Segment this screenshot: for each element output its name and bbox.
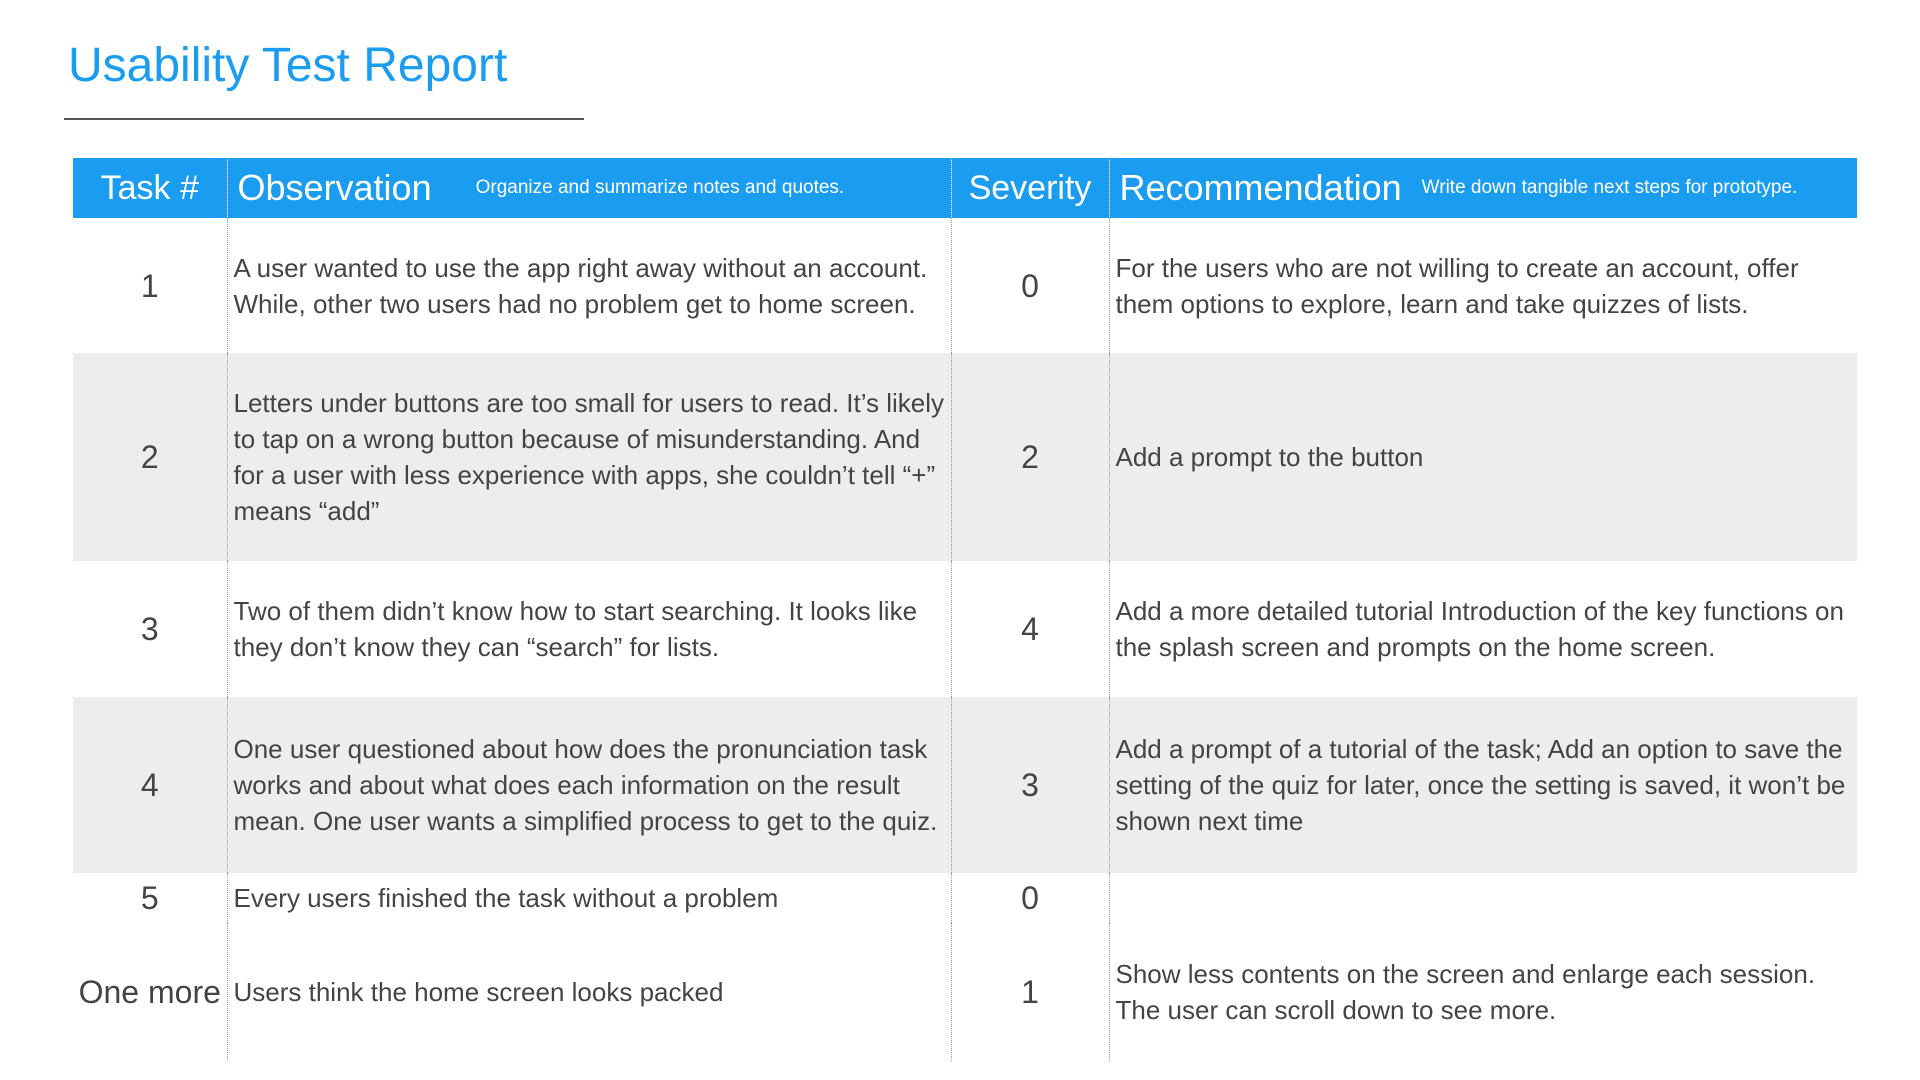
table-header-row: [73, 158, 1857, 218]
table-row: [73, 697, 1857, 873]
task-number: 4: [73, 697, 227, 873]
severity-value: 3: [951, 697, 1109, 873]
severity-value: 1: [951, 923, 1109, 1061]
observation-text: Two of them didn’t know how to start searching. It looks like they don’t know they can “search” for lists.: [227, 561, 951, 697]
severity-value: 4: [951, 561, 1109, 697]
observation-text: Users think the home screen looks packed: [227, 923, 951, 1061]
severity-value: 2: [951, 353, 1109, 561]
recommendation-text: Add a more detailed tutorial Introduction of the key functions on the splash screen and prompts on the home screen.: [1109, 561, 1857, 697]
table-row: [73, 353, 1857, 561]
observation-text: A user wanted to use the app right away without an account. While, other two users had no problem get to home screen.: [227, 218, 951, 353]
table-row: [73, 873, 1857, 923]
task-number: 5: [140, 880, 159, 916]
table-row: [73, 218, 1857, 353]
header-recommendation-hint: Write down tangible next steps for prototype.: [1421, 177, 1798, 198]
severity-value: 0: [951, 218, 1109, 353]
recommendation-text: Show less contents on the screen and enlarge each session. The user can scroll down to see more.: [1109, 923, 1857, 1061]
page-title: Usability Test Report: [68, 39, 508, 92]
header-recommendation-label: Recommendation: [1119, 167, 1402, 208]
recommendation-text: [1109, 873, 1857, 923]
observation-text: One user questioned about how does the pronunciation task works and about what does each information on the result mean. One user wants a simplified process to get to the quiz.: [227, 697, 951, 873]
header-severity: Severity: [951, 158, 1109, 218]
task-number: 3: [140, 611, 159, 647]
observation-text: Every users finished the task without a problem: [227, 873, 951, 923]
title-divider: [64, 118, 584, 120]
recommendation-text: Add a prompt to the button: [1109, 353, 1857, 561]
table-row: [73, 561, 1857, 697]
recommendation-text: For the users who are not willing to create an account, offer them options to explore, learn and take quizzes of lists.: [1109, 218, 1857, 353]
header-observation-label: Observation: [237, 167, 432, 208]
severity-value: 0: [951, 873, 1109, 923]
header-task: Task #: [73, 158, 227, 218]
task-number: 1: [140, 267, 159, 304]
header-recommendation: [1109, 158, 1857, 218]
observation-text: Letters under buttons are too small for users to read. It’s likely to tap on a wrong button because of misunderstanding. And for a user with less experience with apps, she couldn’t tell “+” means “add”: [227, 353, 951, 561]
task-number: 2: [73, 353, 227, 561]
table-row: [73, 923, 1857, 1061]
recommendation-text: Add a prompt of a tutorial of the task; Add an option to save the setting of the quiz for later, once the setting is saved, it won’t be shown next time: [1109, 697, 1857, 873]
header-observation-hint: Organize and summarize notes and quotes.: [475, 177, 845, 198]
task-number: One more: [78, 974, 221, 1010]
header-observation: [227, 158, 951, 218]
usability-report-table: [73, 158, 1857, 1061]
